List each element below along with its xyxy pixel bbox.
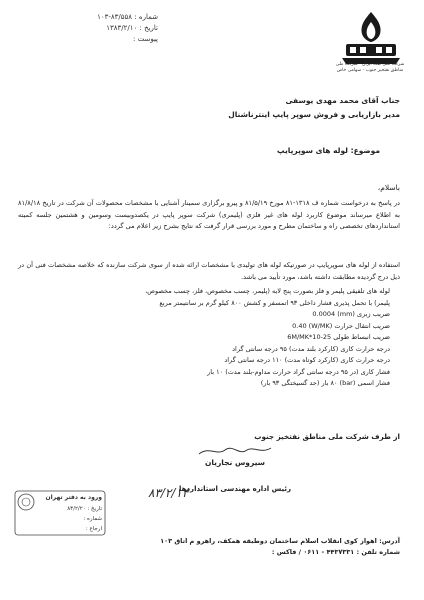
addressee-title: مدیر بازاریابی و فروش سوپر پایپ اینترناشنال [228, 110, 400, 119]
receipt-stamp [14, 490, 106, 536]
signer-title: رئیس اداره مهندسی استانداردها [178, 485, 292, 493]
addressee-name: جناب آقای محمد مهدی یوسفی [285, 96, 400, 105]
spec-item: ضریب انبساط طولی 6M/MK*10-25 [287, 333, 390, 341]
footer-address: آدرس: اهواز کوی انقلاب اسلام ساختمان دوطبقه همکف، راهرو م اتاق ۱۰۳ [160, 537, 400, 545]
letter-meta [58, 12, 158, 45]
number-label: شماره : [134, 13, 158, 21]
number-value: ۸۳/۵۵۸-۱۰۳ [97, 13, 133, 21]
body-paragraph-2: استفاده از لوله های سوپرپایپ در صورتیکه لوله های تولیدی با مشخصات ارائه شده از سوی شرکت سازنده که خلاصه مشخصات فنی آن در ذیل درج گردیده مطابقت داشته باشد، مورد تأیید می باشد. [18, 261, 400, 281]
nioc-logo-icon [336, 8, 406, 66]
spec-list [30, 286, 390, 390]
stamp-date-value: ۸۳/۲/۲۰ [67, 506, 86, 512]
subject-line: موضوع: لوله های سوپرپایپ [277, 146, 380, 155]
signoff-line: از طرف شرکت ملی مناطق نفتخیز جنوب [254, 432, 400, 441]
spec-item: پلیمر) با تحمل پذیری فشار داخلی ۹۳ اتمسفر و کشش ۸۰۰ کیلو گرم بر سانتیمتر مربع [159, 298, 390, 307]
stamp-title: ورود به دفتر تهران [45, 494, 102, 501]
spec-item: فشار کاری (در ۹۵ درجه سانتی گراد حرارت مداوم-بلند مدت) ۱۰ بار [207, 367, 390, 376]
spec-item: درجه حرارت کاری (کارکرد کوتاه مدت) ۱۱۰ درجه سانتی گراد [224, 356, 390, 364]
logo-caption: شرکت ملی نفت ایران - شرکت ملی مناطق نفتخیز جنوب - سهامی خاص [335, 62, 405, 73]
signature-scribble-icon [195, 444, 275, 458]
body-paragraph-1: در پاسخ به درخواست شماره ف ۱۳۱۸-۸۱ مورخ ۸۱/۵/۱۹ و پیرو برگزاری سمینار آشنایی با مشخصات محصولات آن شرکت در تاریخ ۸۱/۸/۱۸ به اطلاع میرساند موضوع کاربرد لوله های غیر فلزی (پلیمری) شرکت سوپر پایپ در یکصدوبیست وسومین و هشتمین جلسه کمیته استانداردهای تخصصی راه و ساختمان مطرح و مورد بررسی قرار گرفت که نتایج بشرح زیر اعلام می گردد: [18, 199, 400, 230]
spec-item: درجه حرارت کاری (کارکرد بلند مدت) ۹۵ درجه سانتی گراد [232, 344, 390, 353]
attachment-label: پیوست : [133, 35, 158, 43]
letter-footer [70, 536, 400, 558]
stamp-number-label: شماره : [83, 516, 102, 522]
spec-item: فشار اسمی (bar) ۸۰ بار (حد گسیختگی ۹۳ بار) [260, 379, 390, 387]
signer-name: سیروس نجاریان [204, 458, 266, 467]
stamp-date-label: تاریخ : [87, 506, 102, 512]
spec-item: لوله های تلفیقی پلیمر و فلز بصورت پنج لایه (پلیمر، چسب مخصوص، فلز، چسب مخصوص، [145, 287, 390, 295]
spec-item: ضریب انتقال حرارت (W/MK) 0.40 [292, 321, 390, 330]
footer-phone: شماره تلفن : ۴۴۳۷۳۳۱ - ۰۶۱۱ / فاکس : [271, 548, 400, 556]
date-label: تاریخ : [139, 24, 158, 32]
date-value: ۱۳۸۳/۲/۱۰ [106, 24, 138, 32]
handwritten-date: ۸۳/۲/۱۴ [148, 486, 189, 500]
stamp-ref-label: ارجاع : [85, 526, 102, 532]
spec-item: ضریب زبری (mm) 0.0004 [312, 310, 390, 318]
greeting: باسلام، [377, 183, 400, 192]
